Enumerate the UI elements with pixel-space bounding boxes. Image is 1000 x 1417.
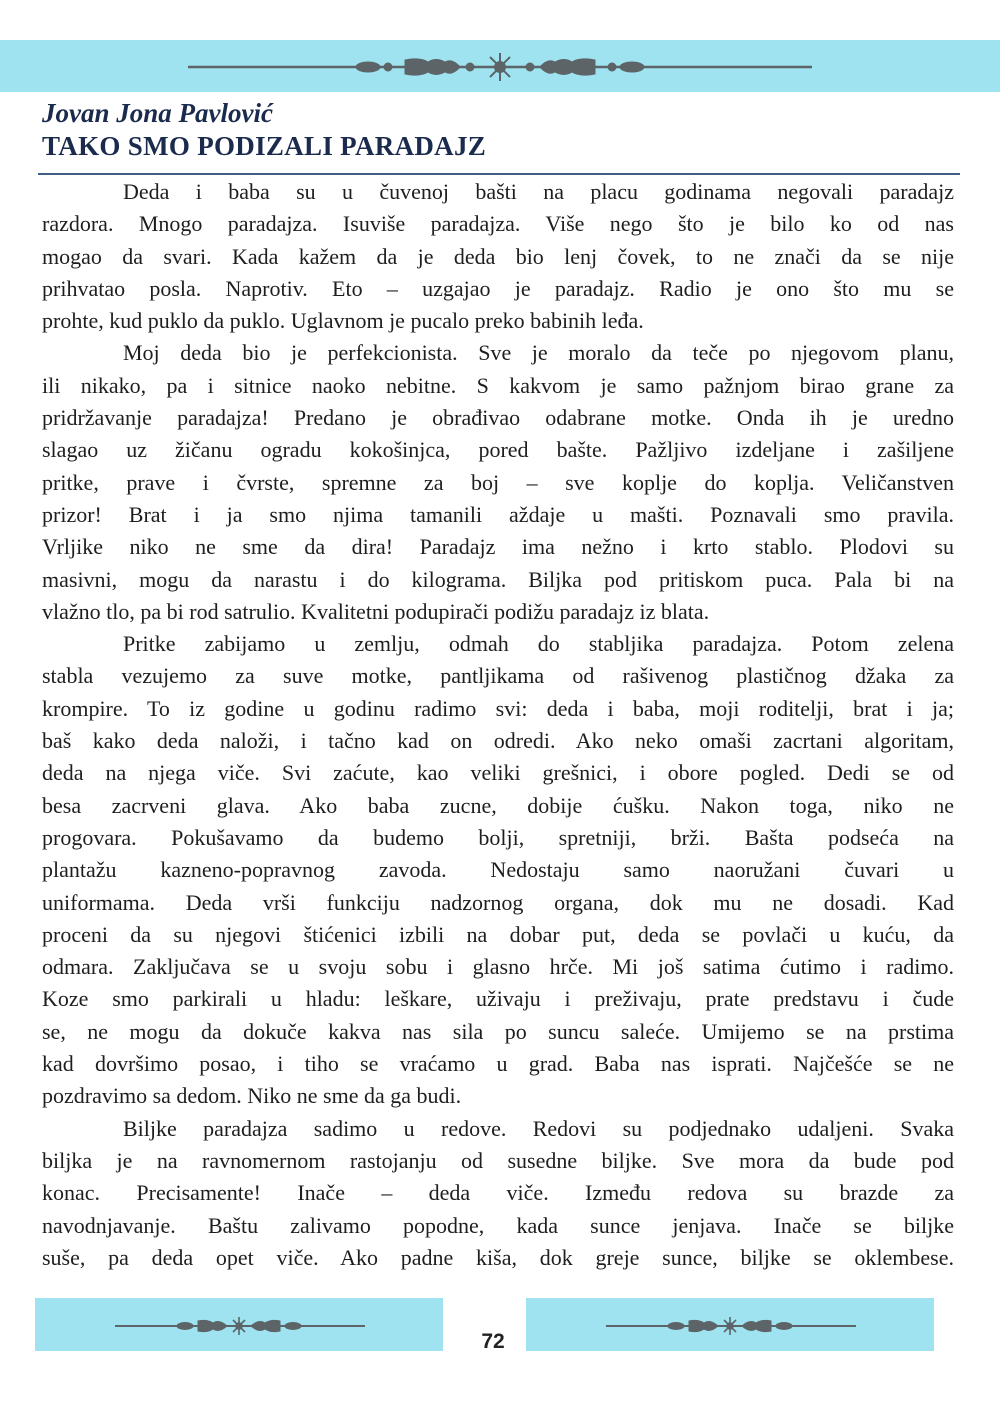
- flourish-ornament-icon: [0, 40, 1000, 92]
- text-line: pridržavanje paradajza! Predano je obrađivao odabrane motke. Onda ih je uredno: [42, 405, 954, 431]
- text-line: pritke, prave i čvrste, spremne za boj – sve koplje do koplja. Veličanstven: [42, 469, 954, 495]
- text-line: vlažno tlo, pa bi rod satrulio. Kvalitetni podupirači podižu paradajz iz blata.: [42, 598, 710, 624]
- text-line: prihvatao posla. Naprotiv. Eto – uzgajao je paradajz. Radio je ono što mu se: [42, 275, 954, 301]
- text-line: plantažu kazneno-popravnog zavoda. Nedostaju samo naoružani čuvari u: [42, 857, 954, 883]
- text-line: proceni da su njegovi štićenici izbili na dobar put, deda se povlači u kuću, da: [42, 921, 954, 947]
- text-line: besa zacrveni glava. Ako baba zucne, dobije ćušku. Nakon toga, niko ne: [42, 792, 954, 818]
- text-line: navodnjavanje. Baštu zalivamo popodne, kada sunce jenjava. Inače se biljke: [42, 1212, 954, 1238]
- title-divider: [38, 173, 960, 175]
- article-title: TAKO SMO PODIZALI PARADAJZ: [42, 131, 487, 161]
- text-line: ili nikako, pa i sitnice naoko nebitne. S kakvom je samo pažnjom birao grane za: [42, 372, 954, 398]
- flourish-ornament-icon: [35, 1298, 443, 1351]
- text-line: se, ne mogu da dokuče kakva nas sila po suncu saleće. Umijemo se na prstima: [42, 1018, 954, 1044]
- text-line: Pritke zabijamo u zemlju, odmah do stabljika paradajza. Potom zelena: [123, 631, 954, 657]
- paragraph-2: [42, 337, 954, 628]
- text-line: suše, pa deda opet viče. Ako padne kiša, dok greje sunce, biljke se oklembese.: [42, 1244, 954, 1270]
- footer-band-right: [526, 1298, 934, 1351]
- paragraph-3: [42, 628, 954, 1112]
- text-line: progovara. Pokušavamo da budemo bolji, spretniji, brži. Bašta podseća na: [42, 824, 954, 850]
- text-line: Vrljike niko ne sme da dira! Paradajz ima nežno i krto stablo. Plodovi su: [42, 534, 954, 560]
- text-line: Moj deda bio je perfekcionista. Sve je moralo da teče po njegovom planu,: [123, 340, 954, 366]
- footer-band-left: [35, 1298, 443, 1351]
- flourish-ornament-icon: [526, 1298, 934, 1351]
- text-line: Koze smo parkirali u hladu: leškare, uživaju i preživaju, prate predstavu i čude: [42, 986, 954, 1012]
- paragraph-1: [42, 176, 954, 337]
- text-line: razdora. Mnogo paradajza. Isuviše paradajza. Više nego što je bilo ko od nas: [42, 211, 954, 237]
- text-line: Deda i baba su u čuvenoj bašti na placu godinama negovali paradajz: [123, 179, 954, 204]
- article-body: [42, 176, 954, 1274]
- text-line: baš kako deda naloži, i tačno kad on odredi. Ako neko omaši zacrtani algoritam,: [42, 728, 954, 754]
- text-line: prohte, kud puklo da puklo. Uglavnom je pucalo preko babinih leđa.: [42, 308, 644, 334]
- text-line: odmara. Zaključava se u svoju sobu i glasno hrče. Mi još satima ćutimo i radimo.: [42, 954, 954, 980]
- text-line: Biljke paradajza sadimo u redove. Redovi su podjednako udaljeni. Svaka: [123, 1115, 954, 1141]
- text-line: masivni, mogu da narastu i do kilograma. Biljka pod pritiskom puca. Pala bi na: [42, 566, 954, 592]
- text-line: biljka je na ravnomernom rastojanju od susedne biljke. Sve mora da bude pod: [42, 1147, 954, 1173]
- text-line: mogao da svari. Kada kažem da je deda bio lenj čovek, to ne znači da se nije: [42, 243, 954, 269]
- header-band: [0, 40, 1000, 92]
- text-line: stabla vezujemo za suve motke, pantljikama od rašivenog plastičnog džaka za: [42, 663, 954, 689]
- text-line: konac. Precisamente! Inače – deda viče. Između redova su brazde za: [42, 1180, 954, 1206]
- text-line: uniformama. Deda vrši funkciju nadzornog organa, dok mu ne dosadi. Kad: [42, 889, 954, 915]
- text-line: slagao uz žičanu ogradu kokošinjca, pored bašte. Pažljivo izdeljane i zašiljene: [42, 437, 954, 463]
- paragraph-4: [42, 1113, 954, 1274]
- text-line: krompire. To iz godine u godinu radimo svi: deda i baba, moji roditelji, brat i ja;: [42, 695, 954, 721]
- text-line: prizor! Brat i ja smo njima tamanili aždaje u mašti. Poznavali smo pravila.: [42, 501, 954, 527]
- text-line: deda na njega viče. Svi zaćute, kao veliki grešnici, i obore pogled. Dedi se od: [42, 760, 954, 786]
- text-line: kad dovršimo posao, i tiho se vraćamo u grad. Baba nas isprati. Najčešće se ne: [42, 1051, 954, 1077]
- text-line: pozdravimo sa dedom. Niko ne sme da ga budi.: [42, 1083, 462, 1109]
- author-name: Jovan Jona Pavlović: [42, 98, 273, 128]
- page-number: 72: [481, 1330, 505, 1353]
